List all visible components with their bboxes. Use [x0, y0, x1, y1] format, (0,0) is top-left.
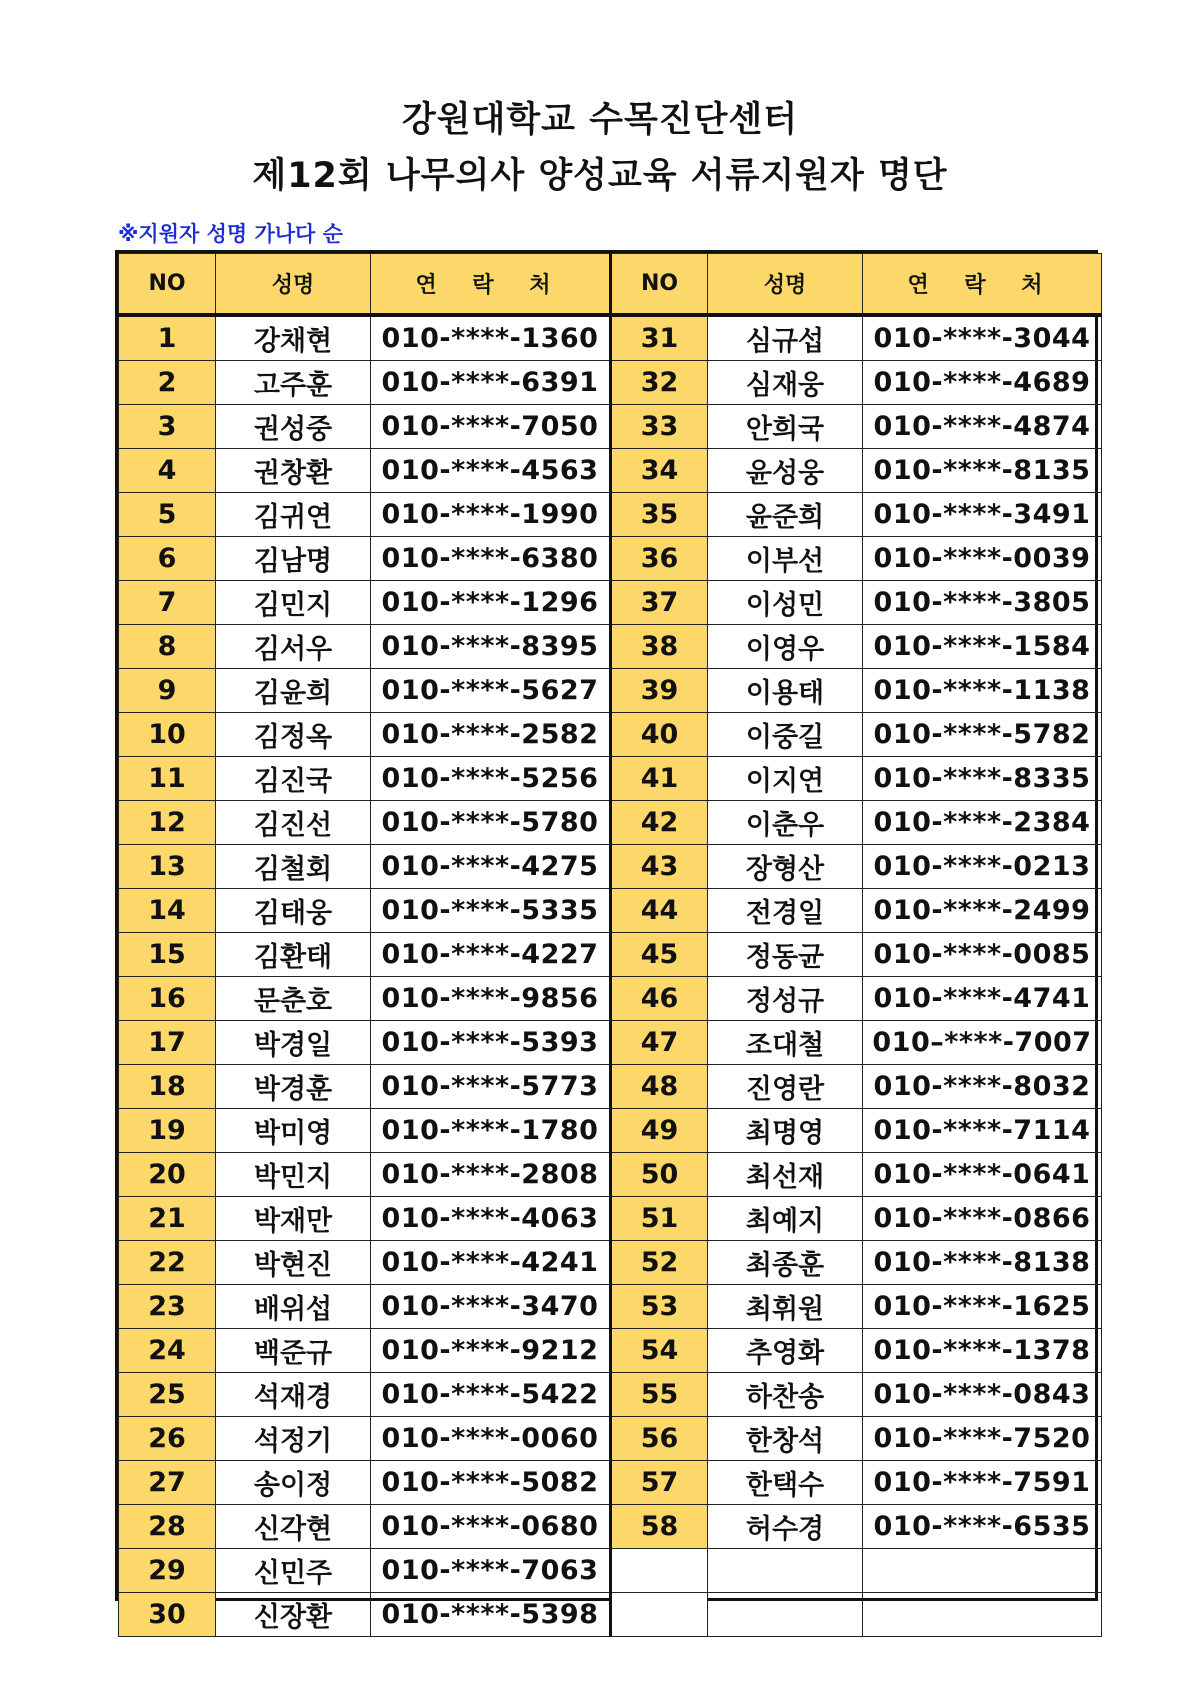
applicant-phone: 010-****-0866 — [863, 1197, 1102, 1241]
row-number: 17 — [119, 1021, 216, 1065]
row-number: 33 — [611, 405, 708, 449]
applicant-name: 박경일 — [216, 1021, 371, 1065]
applicant-name: 김철회 — [216, 845, 371, 889]
row-number: 18 — [119, 1065, 216, 1109]
applicant-name: 이지연 — [708, 757, 863, 801]
header-name-right: 성명 — [708, 254, 863, 316]
applicant-phone — [863, 1593, 1102, 1637]
table-row — [119, 1109, 1102, 1153]
table-row — [119, 493, 1102, 537]
applicant-phone: 010-****-5335 — [371, 889, 611, 933]
row-number: 4 — [119, 449, 216, 493]
row-number: 49 — [611, 1109, 708, 1153]
applicant-phone: 010-****-0085 — [863, 933, 1102, 977]
row-number: 36 — [611, 537, 708, 581]
row-number: 52 — [611, 1241, 708, 1285]
applicant-phone: 010-****-5256 — [371, 757, 611, 801]
row-number: 21 — [119, 1197, 216, 1241]
applicant-phone: 010-****-5393 — [371, 1021, 611, 1065]
applicant-name: 최종훈 — [708, 1241, 863, 1285]
applicant-name: 김진선 — [216, 801, 371, 845]
row-number: 39 — [611, 669, 708, 713]
title-line-2: 제12회 나무의사 양성교육 서류지원자 명단 — [252, 156, 948, 196]
applicant-phone: 010-****-3470 — [371, 1285, 611, 1329]
applicant-name: 이용태 — [708, 669, 863, 713]
applicant-name: 최휘원 — [708, 1285, 863, 1329]
applicant-name: 박경훈 — [216, 1065, 371, 1109]
applicant-name: 박민지 — [216, 1153, 371, 1197]
row-number: 34 — [611, 449, 708, 493]
row-number: 32 — [611, 361, 708, 405]
applicant-phone: 010-****-5780 — [371, 801, 611, 845]
applicant-name: 이중길 — [708, 713, 863, 757]
row-number: 31 — [611, 315, 708, 361]
row-number: 7 — [119, 581, 216, 625]
applicant-name: 이부선 — [708, 537, 863, 581]
applicant-name: 김서우 — [216, 625, 371, 669]
table-body — [119, 315, 1102, 1637]
table-row — [119, 1505, 1102, 1549]
table-row — [119, 405, 1102, 449]
row-number: 19 — [119, 1109, 216, 1153]
table-row — [119, 845, 1102, 889]
row-number: 42 — [611, 801, 708, 845]
applicant-phone: 010-****-1780 — [371, 1109, 611, 1153]
row-number: 1 — [119, 315, 216, 361]
applicant-phone: 010-****-4227 — [371, 933, 611, 977]
applicant-phone: 010-****-0213 — [863, 845, 1102, 889]
row-number: 38 — [611, 625, 708, 669]
row-number: 44 — [611, 889, 708, 933]
applicant-phone: 010-****-5422 — [371, 1373, 611, 1417]
table-row — [119, 933, 1102, 977]
applicant-name: 문춘호 — [216, 977, 371, 1021]
table-row — [119, 1065, 1102, 1109]
applicant-phone: 010-****-1584 — [863, 625, 1102, 669]
applicant-name: 김환태 — [216, 933, 371, 977]
table-row — [119, 757, 1102, 801]
row-number: 58 — [611, 1505, 708, 1549]
applicant-phone: 010-****-7591 — [863, 1461, 1102, 1505]
row-number: 43 — [611, 845, 708, 889]
applicant-phone: 010-****-3805 — [863, 581, 1102, 625]
title-line-1: 강원대학교 수목진단센터 — [401, 100, 799, 140]
applicant-name: 김남명 — [216, 537, 371, 581]
applicant-phone: 010-****-5782 — [863, 713, 1102, 757]
table-row — [119, 1417, 1102, 1461]
applicant-name: 박미영 — [216, 1109, 371, 1153]
row-number: 5 — [119, 493, 216, 537]
applicant-phone: 010-****-4689 — [863, 361, 1102, 405]
row-number: 2 — [119, 361, 216, 405]
table-row — [119, 1461, 1102, 1505]
table-row — [119, 1197, 1102, 1241]
table-row — [119, 1593, 1102, 1637]
applicant-name: 신장환 — [216, 1593, 371, 1637]
row-number: 23 — [119, 1285, 216, 1329]
applicant-phone: 010-****-1360 — [371, 315, 611, 361]
sort-note: ※지원자 성명 가나다 순 — [118, 222, 343, 246]
row-number: 15 — [119, 933, 216, 977]
row-number: 54 — [611, 1329, 708, 1373]
table-row — [119, 361, 1102, 405]
row-number: 25 — [119, 1373, 216, 1417]
table-row — [119, 1329, 1102, 1373]
table-row — [119, 1373, 1102, 1417]
table-row — [119, 449, 1102, 493]
row-number: 27 — [119, 1461, 216, 1505]
document-title — [0, 92, 1200, 204]
applicant-phone: 010-****-9212 — [371, 1329, 611, 1373]
applicant-name: 권성중 — [216, 405, 371, 449]
row-number: 14 — [119, 889, 216, 933]
applicant-phone: 010-****-7063 — [371, 1549, 611, 1593]
row-number: 51 — [611, 1197, 708, 1241]
applicant-name: 심재웅 — [708, 361, 863, 405]
applicant-phone: 010-****-8138 — [863, 1241, 1102, 1285]
applicant-name — [708, 1549, 863, 1593]
table-row — [119, 581, 1102, 625]
row-number: 3 — [119, 405, 216, 449]
applicant-phone: 010-****-6535 — [863, 1505, 1102, 1549]
applicant-name: 윤준희 — [708, 493, 863, 537]
applicant-name: 진영란 — [708, 1065, 863, 1109]
applicant-phone: 010-****-1296 — [371, 581, 611, 625]
applicant-phone: 010-****-1138 — [863, 669, 1102, 713]
table-row — [119, 537, 1102, 581]
applicant-phone: 010-****-0641 — [863, 1153, 1102, 1197]
applicant-name: 신각현 — [216, 1505, 371, 1549]
applicant-name: 장형산 — [708, 845, 863, 889]
applicant-name: 심규섭 — [708, 315, 863, 361]
applicant-phone: 010-****-5627 — [371, 669, 611, 713]
applicant-name: 정성규 — [708, 977, 863, 1021]
applicant-phone: 010-****-0680 — [371, 1505, 611, 1549]
row-number: 37 — [611, 581, 708, 625]
applicant-name: 김귀연 — [216, 493, 371, 537]
applicant-phone: 010-****-3491 — [863, 493, 1102, 537]
applicant-name: 한택수 — [708, 1461, 863, 1505]
applicant-name: 정동균 — [708, 933, 863, 977]
applicant-phone: 010-****-8395 — [371, 625, 611, 669]
row-number: 56 — [611, 1417, 708, 1461]
applicant-table — [118, 253, 1102, 1637]
applicant-name: 조대철 — [708, 1021, 863, 1065]
applicant-phone: 010-****-8032 — [863, 1065, 1102, 1109]
table-row — [119, 669, 1102, 713]
applicant-name: 윤성웅 — [708, 449, 863, 493]
table-row — [119, 889, 1102, 933]
applicant-name: 박재만 — [216, 1197, 371, 1241]
applicant-phone: 010-****-6380 — [371, 537, 611, 581]
applicant-name: 김정옥 — [216, 713, 371, 757]
row-number: 13 — [119, 845, 216, 889]
header-row — [119, 254, 1102, 316]
table-row — [119, 977, 1102, 1021]
applicant-name: 김태웅 — [216, 889, 371, 933]
table-row — [119, 1549, 1102, 1593]
applicant-name: 권창환 — [216, 449, 371, 493]
applicant-phone: 010-****-9856 — [371, 977, 611, 1021]
row-number: 16 — [119, 977, 216, 1021]
header-contact-left: 연 락 처 — [371, 254, 611, 316]
row-number: 9 — [119, 669, 216, 713]
applicant-phone: 010-****-2499 — [863, 889, 1102, 933]
applicant-table-frame — [115, 250, 1098, 1633]
applicant-phone: 010-****-4874 — [863, 405, 1102, 449]
applicant-phone: 010-****-1378 — [863, 1329, 1102, 1373]
applicant-phone: 010-****-4563 — [371, 449, 611, 493]
row-number: 8 — [119, 625, 216, 669]
applicant-phone: 010-****-5082 — [371, 1461, 611, 1505]
applicant-phone: 010-****-4063 — [371, 1197, 611, 1241]
applicant-name: 김진국 — [216, 757, 371, 801]
row-number — [611, 1593, 708, 1637]
applicant-phone: 010-****-5398 — [371, 1593, 611, 1637]
table-row — [119, 1285, 1102, 1329]
applicant-name: 최예지 — [708, 1197, 863, 1241]
applicant-phone: 010-****-7050 — [371, 405, 611, 449]
applicant-name: 허수경 — [708, 1505, 863, 1549]
header-name-left: 성명 — [216, 254, 371, 316]
header-contact-right: 연 락 처 — [863, 254, 1102, 316]
applicant-name: 배위섭 — [216, 1285, 371, 1329]
row-number: 53 — [611, 1285, 708, 1329]
row-number: 24 — [119, 1329, 216, 1373]
row-number: 30 — [119, 1593, 216, 1637]
applicant-phone — [863, 1549, 1102, 1593]
row-number: 45 — [611, 933, 708, 977]
applicant-phone: 010-****-4241 — [371, 1241, 611, 1285]
applicant-phone: 010-****-4275 — [371, 845, 611, 889]
applicant-name: 최명영 — [708, 1109, 863, 1153]
applicant-phone: 010–****-7007 — [863, 1021, 1102, 1065]
row-number: 46 — [611, 977, 708, 1021]
applicant-phone: 010-****-3044 — [863, 315, 1102, 361]
table-row — [119, 625, 1102, 669]
row-number: 6 — [119, 537, 216, 581]
row-number: 26 — [119, 1417, 216, 1461]
applicant-name: 하찬송 — [708, 1373, 863, 1417]
table-row — [119, 315, 1102, 361]
row-number: 11 — [119, 757, 216, 801]
table-row — [119, 1241, 1102, 1285]
row-number: 22 — [119, 1241, 216, 1285]
applicant-phone: 010-****-1625 — [863, 1285, 1102, 1329]
applicant-phone: 010-****-8335 — [863, 757, 1102, 801]
applicant-name: 추영화 — [708, 1329, 863, 1373]
row-number: 29 — [119, 1549, 216, 1593]
row-number: 57 — [611, 1461, 708, 1505]
applicant-name: 신민주 — [216, 1549, 371, 1593]
row-number: 20 — [119, 1153, 216, 1197]
applicant-name: 이춘우 — [708, 801, 863, 845]
applicant-name: 전경일 — [708, 889, 863, 933]
table-row — [119, 801, 1102, 845]
applicant-phone: 010-****-7520 — [863, 1417, 1102, 1461]
applicant-phone: 010-****-0060 — [371, 1417, 611, 1461]
applicant-phone: 010-****-2384 — [863, 801, 1102, 845]
applicant-phone: 010-****-6391 — [371, 361, 611, 405]
applicant-phone: 010-****-7114 — [863, 1109, 1102, 1153]
applicant-name: 강채현 — [216, 315, 371, 361]
applicant-phone: 010-****-5773 — [371, 1065, 611, 1109]
applicant-name: 고주훈 — [216, 361, 371, 405]
applicant-name: 한창석 — [708, 1417, 863, 1461]
header-no-right: NO — [611, 254, 708, 316]
applicant-name: 이성민 — [708, 581, 863, 625]
row-number: 12 — [119, 801, 216, 845]
applicant-phone: 010-****-8135 — [863, 449, 1102, 493]
row-number: 28 — [119, 1505, 216, 1549]
applicant-name: 석재경 — [216, 1373, 371, 1417]
row-number: 10 — [119, 713, 216, 757]
applicant-phone: 010-****-0039 — [863, 537, 1102, 581]
row-number: 47 — [611, 1021, 708, 1065]
header-no-left: NO — [119, 254, 216, 316]
applicant-name — [708, 1593, 863, 1637]
table-row — [119, 1153, 1102, 1197]
applicant-name: 석정기 — [216, 1417, 371, 1461]
applicant-name: 김윤희 — [216, 669, 371, 713]
applicant-name: 이영우 — [708, 625, 863, 669]
row-number — [611, 1549, 708, 1593]
row-number: 55 — [611, 1373, 708, 1417]
row-number: 41 — [611, 757, 708, 801]
applicant-name: 박현진 — [216, 1241, 371, 1285]
row-number: 40 — [611, 713, 708, 757]
table-row — [119, 713, 1102, 757]
table-row — [119, 1021, 1102, 1065]
row-number: 48 — [611, 1065, 708, 1109]
applicant-name: 백준규 — [216, 1329, 371, 1373]
applicant-name: 송이정 — [216, 1461, 371, 1505]
applicant-name: 안희국 — [708, 405, 863, 449]
applicant-phone: 010-****-0843 — [863, 1373, 1102, 1417]
applicant-name: 최선재 — [708, 1153, 863, 1197]
row-number: 50 — [611, 1153, 708, 1197]
applicant-phone: 010-****-2808 — [371, 1153, 611, 1197]
applicant-phone: 010-****-2582 — [371, 713, 611, 757]
applicant-phone: 010-****-4741 — [863, 977, 1102, 1021]
applicant-name: 김민지 — [216, 581, 371, 625]
applicant-phone: 010-****-1990 — [371, 493, 611, 537]
row-number: 35 — [611, 493, 708, 537]
